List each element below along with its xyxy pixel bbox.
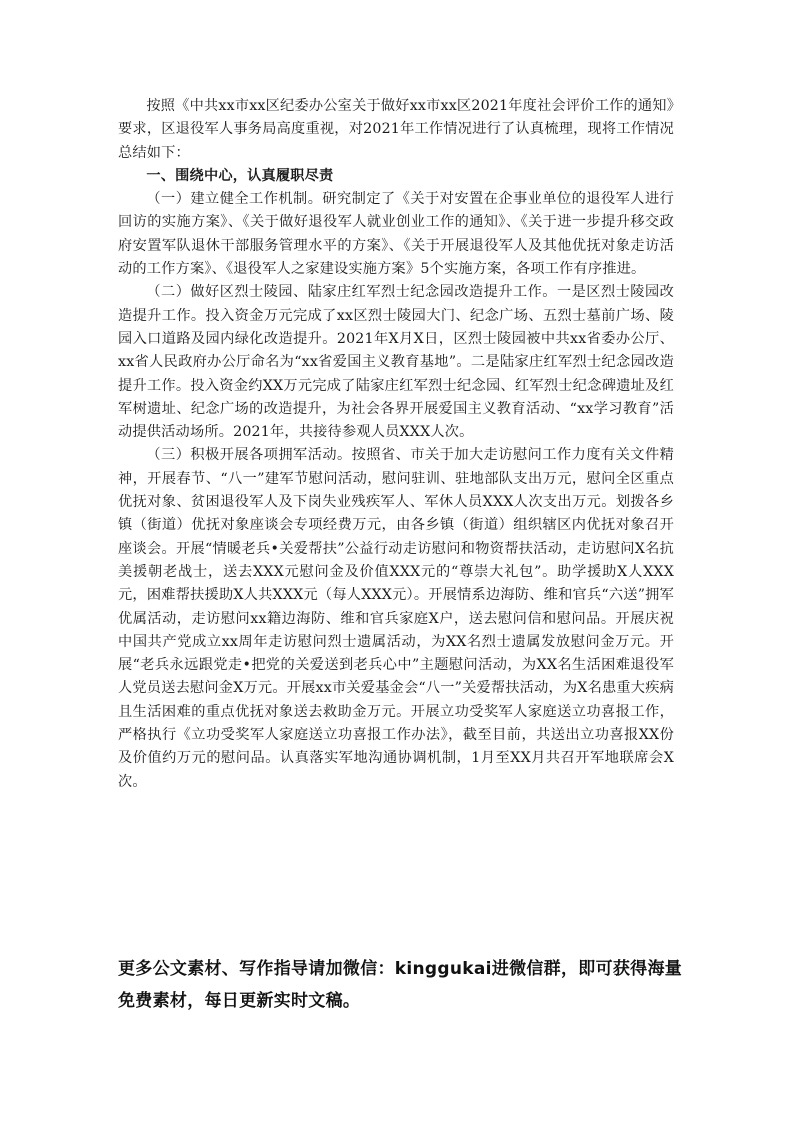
promo-footer: 更多公文素材、写作指导请加微信：kinggukai进微信群，即可获得海量免费素材，每日更新实时文稿。: [118, 959, 683, 1011]
document-body: [118, 95, 674, 794]
section-heading: 一、围绕中心，认真履职尽责: [146, 167, 334, 184]
intro-paragraph: 按照《中共xx市xx区纪委办公室关于做好xx市xx区2021年度社会评价工作的通知》要求，区退役军人事务局高度重视，对2021年工作情况进行了认真梳理，现将工作情况总结如下：: [118, 98, 674, 161]
paragraph-cemetery-upgrade: （二）做好区烈士陵园、陆家庄红军烈士纪念园改造提升工作。一是区烈士陵园改造提升工作。投入资金万元完成了xx区烈士陵园大门、纪念广场、五烈士墓前广场、陵园入口道路及园内绿化改造提升。2021年X月X日，区烈士陵园被中共xx省委办公厅、xx省人民政府办公厅命名为“xx省爱国主义教育基地”。二是陆家庄红军烈士纪念园改造提升工作。投入资金约XX万元完成了陆家庄红军烈士纪念园、红军烈士纪念碑遗址及红军树遗址、纪念广场的改造提升，为社会各界开展爱国主义教育活动、“xx学习教育”活动提供活动场所。2021年，共接待参观人员XXX人次。: [118, 284, 674, 441]
paragraph-work-mechanism: （一）建立健全工作机制。研究制定了《关于对安置在企事业单位的退役军人进行回访的实施方案》、《关于做好退役军人就业创业工作的通知》、《关于进一步提升移交政府安置军队退休干部服务管理水平的方案》、《关于开展退役军人及其他优抚对象走访活动的工作方案》、《退役军人之家建设实施方案》5个实施方案，各项工作有序推进。: [118, 191, 674, 278]
paragraph-support-activities: （三）积极开展各项拥军活动。按照省、市关于加大走访慰问工作力度有关文件精神，开展春节、“八一”建军节慰问活动，慰问驻训、驻地部队支出万元，慰问全区重点优抚对象、贫困退役军人及下岗失业残疾军人、军休人员XXX人次支出万元。划拨各乡镇（街道）优抚对象座谈会专项经费万元，由各乡镇（街道）组织辖区内优抚对象召开座谈会。开展“情暖老兵•关爱帮扶”公益行动走访慰问和物资帮扶活动，走访慰问X名抗美援朝老战士，送去XXX元慰问金及价值XXX元的“尊崇大礼包”。助学援助X人XXX元，困难帮扶援助X人共XXX元（每人XXX元）。开展情系边海防、维和官兵“六送”拥军优属活动，走访慰问xx籍边海防、维和官兵家庭X户，送去慰问信和慰问品。开展庆祝中国共产党成立xx周年走访慰问烈士遗属活动，为XX名烈士遗属发放慰问金万元。开展“老兵永远跟党走•把党的关爱送到老兵心中”主题慰问活动，为XX名生活困难退役军人党员送去慰问金X万元。开展xx市关爱基金会“八一”关爱帮扶活动，为X名患重大疾病且生活困难的重点优抚对象送去救助金万元。开展立功受奖军人家庭送立功喜报工作，严格执行《立功受奖军人家庭送立功喜报工作办法》，截至目前，共送出立功喜报XX份及价值约万元的慰问品。认真落实军地沟通协调机制，1月至XX月共召开军地联席会X次。: [118, 447, 674, 790]
